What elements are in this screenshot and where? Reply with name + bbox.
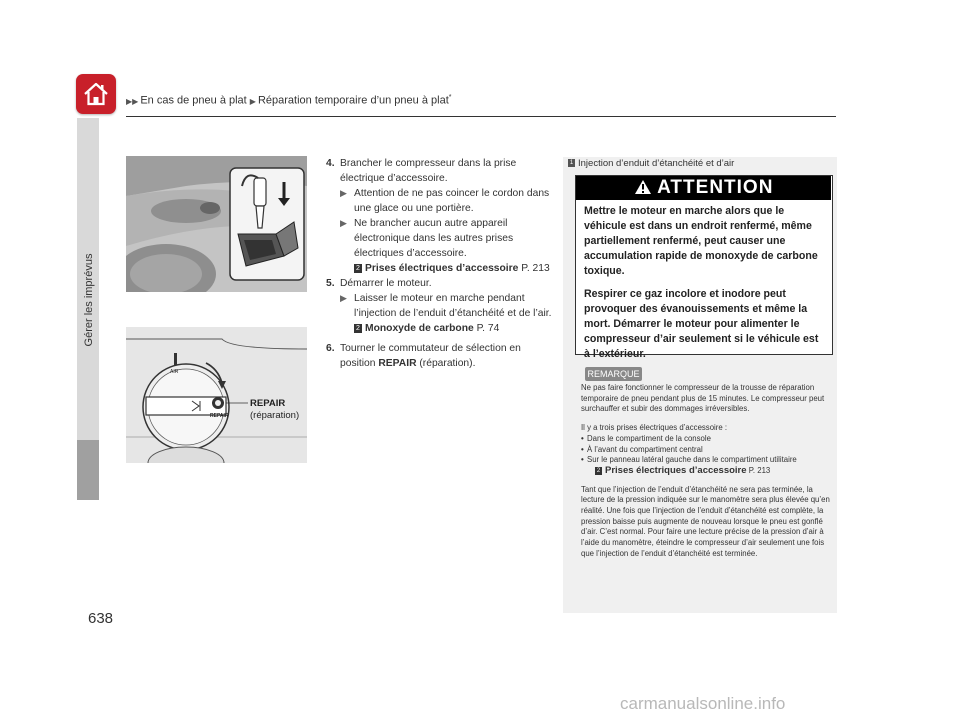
chevron-right-icon: ▶ xyxy=(249,96,256,106)
step-4-sub-2: ▶ Ne brancher aucun autre appareil électronique dans les autres prises électriques d’accessoire. xyxy=(340,218,514,259)
header-rule xyxy=(126,116,836,117)
chapter-label: Gérer les imprévus xyxy=(83,253,95,347)
page-number: 638 xyxy=(88,610,114,627)
steps-list xyxy=(326,156,558,371)
reference-icon: 1 xyxy=(569,160,574,167)
reference-icon: 2 xyxy=(596,467,601,474)
step-number: 5. xyxy=(326,278,335,289)
step-text: Brancher le compresseur dans la prise électrique d’accessoire. xyxy=(340,158,517,184)
breadcrumb-level2[interactable]: Réparation temporaire d’un pneu à plat xyxy=(257,94,449,107)
caution-heading: ATTENTION xyxy=(576,176,831,200)
knob-repair-text: REPAIR xyxy=(210,413,229,419)
home-icon xyxy=(82,80,110,108)
triangle-right-icon: ▶ xyxy=(340,293,347,303)
breadcrumb-level1[interactable]: En cas de pneu à plat xyxy=(140,94,247,107)
home-button[interactable] xyxy=(76,74,116,114)
breadcrumb-marker: * xyxy=(448,94,452,101)
reference-icon: 2 xyxy=(354,324,362,333)
step-number: 4. xyxy=(326,158,335,169)
list-item: • Dans le compartiment de la console xyxy=(581,434,831,445)
step-5-sub-1: ▶ Laisser le moteur en marche pendant l’injection de l’enduit d’étanchéité et de l’air. xyxy=(340,293,552,319)
figure-selector-switch xyxy=(126,327,307,463)
step-4-ref[interactable]: 2 Prises électriques d’accessoire P. 213 xyxy=(326,261,558,276)
remarque-tag: REMARQUE xyxy=(585,367,642,381)
figure-accessory-outlet xyxy=(126,156,307,292)
list-item: • À l’avant du compartiment central xyxy=(581,445,831,456)
caution-paragraph: Mettre le moteur en marche alors que le véhicule est dans un endroit renfermé, même partiellement renfermé, peut causer une accumulation rapide de monoxyde de carbone toxique. xyxy=(584,205,818,277)
repair-callout-line1: REPAIR xyxy=(250,398,286,409)
side-note-title: 1 Injection d’enduit d’étanchéité et d’air xyxy=(569,158,735,169)
remarque-text xyxy=(581,383,831,568)
step-5 xyxy=(326,276,558,291)
triangle-right-icon: ▶ xyxy=(340,218,347,228)
reference-icon: 2 xyxy=(354,264,362,273)
watermark: carmanualsonline.info xyxy=(620,694,786,713)
remarque-paragraph: Tant que l’injection de l’enduit d’étanchéité ne sera pas terminée, la lecture de la pression indiquée sur le manomètre sera plus élevée qu’en réalité. Une fois que l’injection de l’enduit d’étanchéité est complète, la pression baisse puis augmente de nouveau lorsque le pneu est gonflé d’air. C’est normal. Pour faire une lecture précise de la pression d’air à l’aide du manomètre, éteindre le compresseur d’air seulement une fois que l’injection de l’enduit d’étanchéité est terminée. xyxy=(581,484,830,558)
repair-callout xyxy=(250,398,299,422)
chevron-right-icon: ▶▶ xyxy=(126,96,139,106)
list-item: • Sur le panneau latéral gauche dans le compartiment utilitaire xyxy=(581,455,831,466)
warning-icon xyxy=(634,179,652,195)
chapter-tab[interactable] xyxy=(77,440,99,500)
remarque-paragraph: Il y a trois prises électriques d’accessoire : xyxy=(581,423,728,433)
caution-paragraph: Respirer ce gaz incolore et inodore peut provoquer des évanouissements et même la mort. Démarrer le moteur pour alimenter le compresseur d’air seulement si le véhicule est à l’extérieur. xyxy=(584,288,819,360)
knob-air-text: AIR xyxy=(170,369,179,375)
triangle-right-icon: ▶ xyxy=(340,188,347,198)
remarque-ref[interactable]: 2 Prises électriques d’accessoire P. 213 xyxy=(596,464,771,476)
step-4 xyxy=(326,156,558,186)
step-6: 6. Tourner le commutateur de sélection en position REPAIR (réparation). xyxy=(326,343,521,369)
step-4-sub-1: ▶ Attention de ne pas coincer le cordon dans une glace ou une portière. xyxy=(340,188,550,214)
repair-callout-line2: (réparation) xyxy=(250,410,300,421)
step-text: Démarrer le moteur. xyxy=(340,278,432,289)
step-number: 6. xyxy=(326,343,335,354)
caution-text xyxy=(584,204,826,370)
step-5-ref[interactable]: 2 Monoxyde de carbone P. 74 xyxy=(326,321,558,336)
breadcrumb xyxy=(126,94,451,107)
remarque-paragraph: Ne pas faire fonctionner le compresseur de la trousse de réparation temporaire de pneu pendant plus de 15 minutes. Le compresseur peut surchauffer et subir des dommages irréversibles. xyxy=(581,383,825,414)
